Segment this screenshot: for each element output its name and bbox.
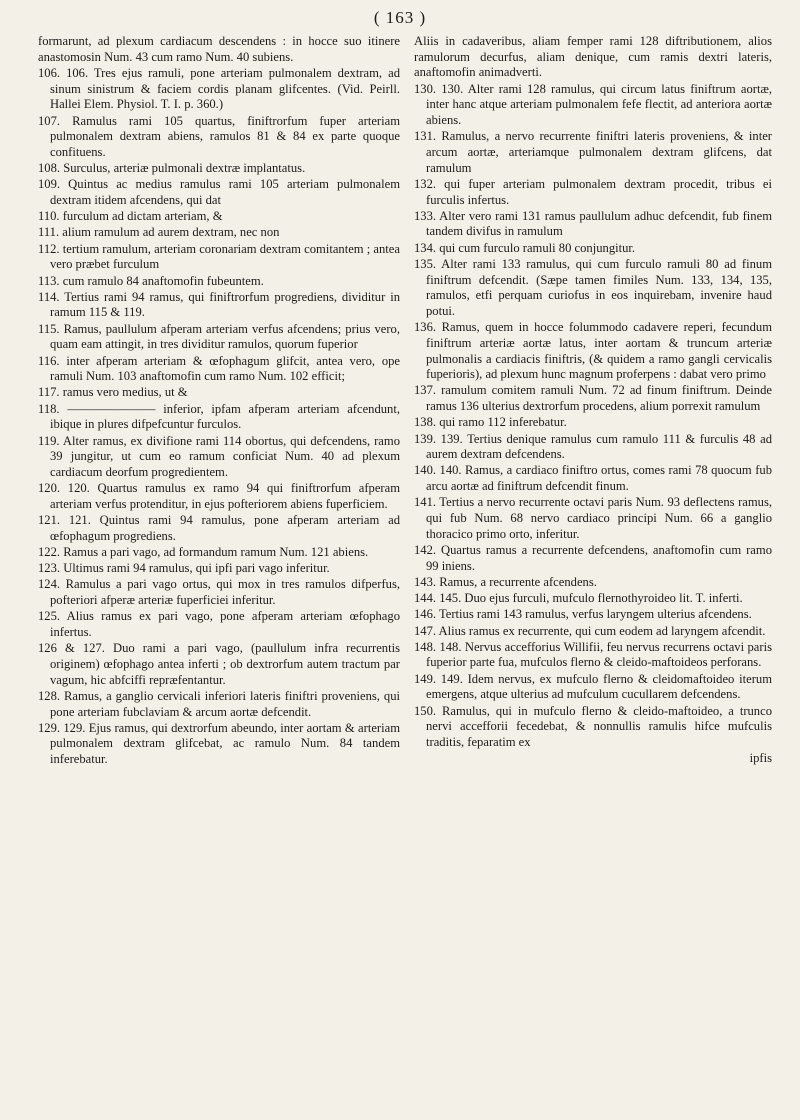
- paragraph: 149. 149. Idem nervus, ex mufculo flerno & cleidomaftoideo iterum emergens, atque ulterius ad mufculum cucullarem defcendens.: [414, 671, 772, 702]
- paragraph: 110. furculum ad dictam arteriam, &: [38, 209, 223, 224]
- left-column: [38, 34, 400, 768]
- paragraph: 117. ramus vero medius, ut &: [38, 385, 188, 400]
- paragraph: 148. 148. Nervus accefforius Willifii, feu nervus recurrens octavi paris fuperior parte fua, mufculos flerno & cleido-maftoideos perforans.: [414, 639, 772, 670]
- paragraph: 124. Ramulus a pari vago ortus, qui mox in tres ramulos difperfus, pofteriori afperæ arteriæ fuperficiei inferitur.: [38, 577, 400, 608]
- paragraph: 111. alium ramulum ad aurem dextram, nec non: [38, 225, 280, 240]
- paragraph: 116. inter afperam arteriam & œfophagum glifcit, antea vero, ope ramuli Num. 103 anaftomofin cum ramo Num. 102 efficit;: [38, 353, 400, 384]
- paragraph: 112. tertium ramulum, arteriam coronariam dextram comitantem ; antea vero præbet furculum: [38, 241, 400, 272]
- paragraph: 132. qui fuper arteriam pulmonalem dextram procedit, tribus ei furculis infertus.: [414, 176, 772, 207]
- paragraph: 138. qui ramo 112 inferebatur.: [414, 415, 567, 430]
- paragraph: 131. Ramulus, a nervo recurrente finiftri lateris proveniens, & inter arcum aortæ, arteriamque pulmonalem dextram glifcens, dat ramulum: [414, 129, 772, 175]
- paragraph: 136. Ramus, quem in hocce folummodo cadavere reperi, fecundum finiftrum arteriæ aortæ latus, inter aortam & truncum arteriæ pulmonalis a cardiacis finiftris, (& quidem a ramo gangli cervicalis fuperioris), ad plexum hunc magnum proferpens : dabat vero primo: [414, 320, 772, 382]
- paragraph: formarunt, ad plexum cardiacum descendens : in hocce suo itinere anastomosin Num. 43 cum ramo Num. 40 subiens.: [38, 34, 400, 64]
- page-number: ( 163 ): [373, 8, 427, 27]
- paragraph: 139. 139. Tertius denique ramulus cum ramulo 111 & furculis 48 ad aurem dextram defcendens.: [414, 431, 772, 462]
- paragraph: 150. Ramulus, qui in mufculo flerno & cleido-maftoideo, a trunco nervi accefforii fecedebat, & nonnullis ramulis hifce mufculis traditis, feparatim ex: [414, 703, 772, 749]
- paragraph: 142. Quartus ramus a recurrente defcendens, anaftomofin cum ramo 99 iniens.: [414, 543, 772, 573]
- paragraph: 121. 121. Quintus rami 94 ramulus, pone afperam arteriam ad œfophagum progrediens.: [38, 513, 400, 543]
- paragraph: 125. Alius ramus ex pari vago, pone afperam arteriam œfophago infertus.: [38, 609, 400, 640]
- paragraph: 120. 120. Quartus ramulus ex ramo 94 qui finiftrorfum afperam arteriam verfus protenditur, in ejus pofteriorem abiens fuperficiem.: [38, 481, 400, 511]
- paragraph: 113. cum ramulo 84 anaftomofin fubeuntem.: [38, 273, 264, 288]
- paragraph: 126 & 127. Duo rami a pari vago, (paullulum infra recurrentis originem) œfophago antea inferti ; ob dextrorfum autem tractum par vagum, hic abfciffi repræfentantur.: [38, 641, 400, 687]
- catchword: ipfis: [749, 751, 772, 766]
- paragraph: 134. qui cum furculo ramuli 80 conjungitur.: [414, 240, 636, 255]
- paragraph: 119. Alter ramus, ex divifione rami 114 obortus, qui defcendens, ramo 39 jungitur, ut cum eo ramum conficiat Num. 40 ad plexum cardiacum deorfum progredientem.: [38, 433, 400, 479]
- paragraph: Aliis in cadaveribus, aliam femper rami 128 diftributionem, alios ramulorum decurfus, aliam denique, cum ramis dextri lateris, anaftomofin animadverti.: [414, 34, 772, 80]
- paragraph: 108. Surculus, arteriæ pulmonali dextræ implantatus.: [38, 161, 306, 176]
- paragraph: 109. Quintus ac medius ramulus rami 105 arteriam pulmonalem dextram itidem afcendens, qui dat: [38, 177, 400, 208]
- paragraph: 141. Tertius a nervo recurrente octavi paris Num. 93 deflectens ramus, qui fub Num. 68 nervo cardiaco principi Num. 66 a ganglio thoracico primo orto, inferitur.: [414, 495, 772, 541]
- paragraph: 137. ramulum comitem ramuli Num. 72 ad finum finiftrum. Deinde ramus 136 ulterius dextrorfum procedens, alium porrexit ramulum: [414, 383, 772, 414]
- paragraph: 143. Ramus, a recurrente afcendens.: [414, 574, 597, 589]
- paragraph: 130. 130. Alter rami 128 ramulus, qui circum latus finiftrum aortæ, inter hanc atque arteriam pulmonalem fefe flectit, ad anteriora aortæ abiens.: [414, 81, 772, 128]
- paragraph: 147. Alius ramus ex recurrente, qui cum eodem ad laryngem afcendit.: [414, 623, 766, 638]
- right-column: [414, 34, 772, 767]
- paragraph: 133. Alter vero rami 131 ramus paullulum adhuc defcendit, fub finem tandem divifus in ramulum: [414, 208, 772, 239]
- paragraph: 107. Ramulus rami 105 quartus, finiftrorfum fuper arteriam pulmonalem dextram abiens, ramulos 81 & 84 ex parte quoque confituens.: [38, 113, 400, 159]
- paragraph: 128. Ramus, a ganglio cervicali inferiori lateris finiftri proveniens, qui pone arteriam fubclaviam & arcum aortæ defcendit.: [38, 688, 400, 719]
- paragraph: 115. Ramus, paullulum afperam arteriam verfus afcendens; prius vero, quam eam attingit, in tres dividitur ramulos, quorum fuperior: [38, 321, 400, 352]
- paragraph: 114. Tertius rami 94 ramus, qui finiftrorfum progrediens, dividitur in ramum 115 & 119.: [38, 289, 400, 320]
- paragraph: 122. Ramus a pari vago, ad formandum ramum Num. 121 abiens.: [38, 545, 369, 559]
- paragraph: 129. 129. Ejus ramus, qui dextrorfum abeundo, inter aortam & arteriam pulmonalem dextram glifcebat, ac ramulo Num. 84 tandem inferebatur.: [38, 720, 400, 767]
- paragraph: 140. 140. Ramus, a cardiaco finiftro ortus, comes rami 78 quocum fub arcu aortæ ad finiftrum defcendit finum.: [414, 463, 772, 494]
- paragraph: 118. ——————— inferior, ipfam afperam arteriam afcendunt, ibique in plures difpefcuntur furculos.: [38, 401, 400, 432]
- paragraph: 146. Tertius rami 143 ramulus, verfus laryngem ulterius afcendens.: [414, 607, 752, 622]
- paragraph: 144. 145. Duo ejus furculi, mufculo flernothyroideo lit. T. inferti.: [414, 591, 743, 606]
- paragraph: 106. 106. Tres ejus ramuli, pone arteriam pulmonalem dextram, ad sinum sinistrum & faciem cordis planam glifcentes. (Vid. Peirll. Hallei Elem. Physiol. T. I. p. 360.): [38, 65, 400, 112]
- paragraph: 135. Alter rami 133 ramulus, qui cum furculo ramuli 80 ad finum finiftrum defcendit. (Sæpe tamen fimiles Num. 133, 134, 135, ramulos, etfi perquam curiofus in eos inquirebam, invenire haud potui.: [414, 256, 772, 318]
- paragraph: 123. Ultimus rami 94 ramulus, qui ipfi pari vago inferitur.: [38, 561, 330, 576]
